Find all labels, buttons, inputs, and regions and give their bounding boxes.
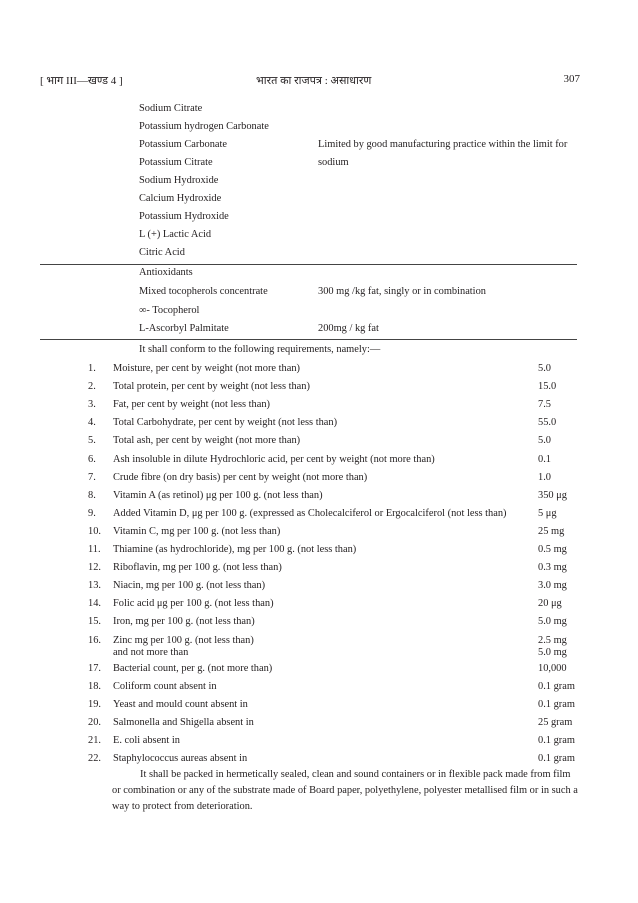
requirement-text: Added Vitamin D, μg per 100 g. (expressed as Cholecalciferol or Ergocalciferol (not less than) bbox=[113, 507, 507, 519]
requirements-intro: It shall conform to the following requirements, namely:— bbox=[139, 344, 381, 355]
requirement-text: Total Carbohydrate, per cent by weight (not less than) bbox=[113, 417, 338, 429]
requirement-number: 2. bbox=[88, 381, 96, 393]
page-number: 307 bbox=[563, 73, 580, 85]
requirement-value: 20 μg bbox=[538, 598, 562, 610]
requirement-value: 0.1 gram bbox=[538, 698, 575, 710]
antioxidant-limit: 200mg / kg fat bbox=[318, 323, 379, 334]
requirement-text: Fat, per cent by weight (not less than) bbox=[113, 399, 270, 411]
requirement-value: 10,000 bbox=[538, 662, 567, 674]
requirement-number: 5. bbox=[88, 435, 96, 447]
antioxidant-name: L-Ascorbyl Palmitate bbox=[139, 323, 229, 334]
requirement-number: 15. bbox=[88, 616, 101, 628]
requirement-value: 0.1 bbox=[538, 453, 551, 465]
requirement-value: 15.0 bbox=[538, 381, 557, 393]
regulator-item: Potassium hydrogen Carbonate bbox=[139, 121, 269, 132]
requirement-number: 8. bbox=[88, 489, 96, 501]
requirement-value: 5.0 bbox=[538, 363, 551, 374]
requirement-value: 5.0 bbox=[538, 435, 551, 447]
antioxidant-limit: 300 mg /kg fat, singly or in combination bbox=[318, 286, 486, 297]
requirement-text: Yeast and mould count absent in bbox=[113, 698, 248, 710]
requirement-text: Iron, mg per 100 g. (not less than) bbox=[113, 616, 255, 628]
regulator-item: Potassium Citrate bbox=[139, 157, 213, 168]
requirement-text: E. coli absent in bbox=[113, 734, 180, 746]
requirement-text: Moisture, per cent by weight (not more than) bbox=[113, 363, 300, 374]
requirement-number: 22. bbox=[88, 753, 101, 764]
requirement-number: 20. bbox=[88, 716, 101, 728]
requirement-value: 0.5 mg bbox=[538, 544, 567, 555]
requirement-number: 1. bbox=[88, 363, 96, 374]
divider-rule-top bbox=[40, 264, 577, 265]
requirement-text: Riboflavin, mg per 100 g. (not less than) bbox=[113, 562, 282, 574]
requirement-text: Vitamin A (as retinol) μg per 100 g. (not less than) bbox=[113, 489, 323, 501]
requirement-value: 7.5 bbox=[538, 399, 551, 411]
requirement-number: 4. bbox=[88, 417, 96, 429]
requirement-number: 16. bbox=[88, 634, 101, 646]
requirement-text: Folic acid μg per 100 g. (not less than) bbox=[113, 598, 274, 610]
antioxidants-heading: Antioxidants bbox=[139, 267, 193, 278]
requirement-value: 25 mg bbox=[538, 525, 565, 537]
requirement-value: 25 gram bbox=[538, 716, 573, 728]
requirement-text: Total ash, per cent by weight (not more than) bbox=[113, 435, 301, 447]
requirement-value: 0.3 mg bbox=[538, 562, 567, 574]
requirement-text: Thiamine (as hydrochloride), mg per 100 g. (not less than) bbox=[113, 544, 357, 555]
requirement-value: 0.1 gram bbox=[538, 680, 575, 692]
requirement-text: Niacin, mg per 100 g. (not less than) bbox=[113, 580, 266, 592]
requirement-number: 19. bbox=[88, 698, 101, 710]
requirement-text: Staphylococcus aureas absent in bbox=[113, 753, 248, 764]
requirement-text: Bacterial count, per g. (not more than) bbox=[113, 662, 273, 674]
requirement-number: 17. bbox=[88, 662, 101, 674]
requirement-text: Crude fibre (on dry basis) per cent by weight (not more than) bbox=[113, 471, 368, 483]
requirement-value: 350 μg bbox=[538, 489, 567, 501]
requirement-value: 0.1 gram bbox=[538, 753, 575, 764]
regulator-item: Calcium Hydroxide bbox=[139, 193, 222, 204]
requirement-value-upper: 5.0 mg bbox=[538, 646, 567, 658]
packaging-paragraph bbox=[112, 767, 580, 815]
requirement-number: 3. bbox=[88, 399, 96, 411]
requirement-value: 1.0 bbox=[538, 471, 551, 483]
requirement-number: 18. bbox=[88, 680, 101, 692]
requirement-number: 9. bbox=[88, 507, 96, 519]
requirement-number: 7. bbox=[88, 471, 96, 483]
requirement-value: 0.1 gram bbox=[538, 734, 575, 746]
requirement-value: 5.0 mg bbox=[538, 616, 567, 628]
requirement-text: Total protein, per cent by weight (not less than) bbox=[113, 381, 310, 393]
requirement-text-continued: and not more than bbox=[113, 646, 189, 658]
header-gazette-title: भारत का राजपत्र : असाधारण bbox=[256, 75, 372, 87]
requirement-number: 13. bbox=[88, 580, 101, 592]
regulator-item: L (+) Lactic Acid bbox=[139, 229, 212, 240]
regulator-item: Potassium Carbonate bbox=[139, 139, 228, 150]
regulator-item: Sodium Citrate bbox=[139, 103, 203, 114]
requirement-value: 55.0 bbox=[538, 417, 557, 429]
packaging-text: It shall be packed in hermetically sealed, clean and sound containers or in flexible pack made from film or combination or any of the substrate made of Board paper, polyethylene, polyester metallised film or in such a way to protect from deterioration. bbox=[112, 769, 578, 812]
regulator-item: Citric Acid bbox=[139, 247, 185, 258]
header-part-section: [ भाग III—खण्ड 4 ] bbox=[40, 75, 123, 87]
requirement-number: 6. bbox=[88, 453, 96, 465]
requirement-number: 10. bbox=[88, 525, 101, 537]
requirement-text: Salmonella and Shigella absent in bbox=[113, 716, 254, 728]
regulator-item: Sodium Hydroxide bbox=[139, 175, 219, 186]
requirement-value: 3.0 mg bbox=[538, 580, 567, 592]
regulator-item: Potassium Hydroxide bbox=[139, 211, 229, 222]
requirement-number: 21. bbox=[88, 734, 101, 746]
regulators-limit-line1: Limited by good manufacturing practice within the limit for bbox=[318, 139, 568, 150]
antioxidant-name: ∞- Tocopherol bbox=[139, 304, 200, 316]
requirement-value: 5 μg bbox=[538, 507, 557, 519]
divider-rule-bottom bbox=[40, 339, 577, 340]
requirement-text: Ash insoluble in dilute Hydrochloric acid, per cent by weight (not more than) bbox=[113, 453, 435, 465]
antioxidant-name: Mixed tocopherols concentrate bbox=[139, 286, 268, 297]
requirement-number: 14. bbox=[88, 598, 101, 610]
requirement-text: Zinc mg per 100 g. (not less than) bbox=[113, 634, 254, 646]
requirement-value: 2.5 mg bbox=[538, 634, 567, 646]
requirement-text: Coliform count absent in bbox=[113, 680, 217, 692]
regulators-limit-line2: sodium bbox=[318, 157, 349, 168]
requirement-text: Vitamin C, mg per 100 g. (not less than) bbox=[113, 525, 281, 537]
requirement-number: 12. bbox=[88, 562, 101, 574]
requirement-number: 11. bbox=[88, 544, 101, 555]
